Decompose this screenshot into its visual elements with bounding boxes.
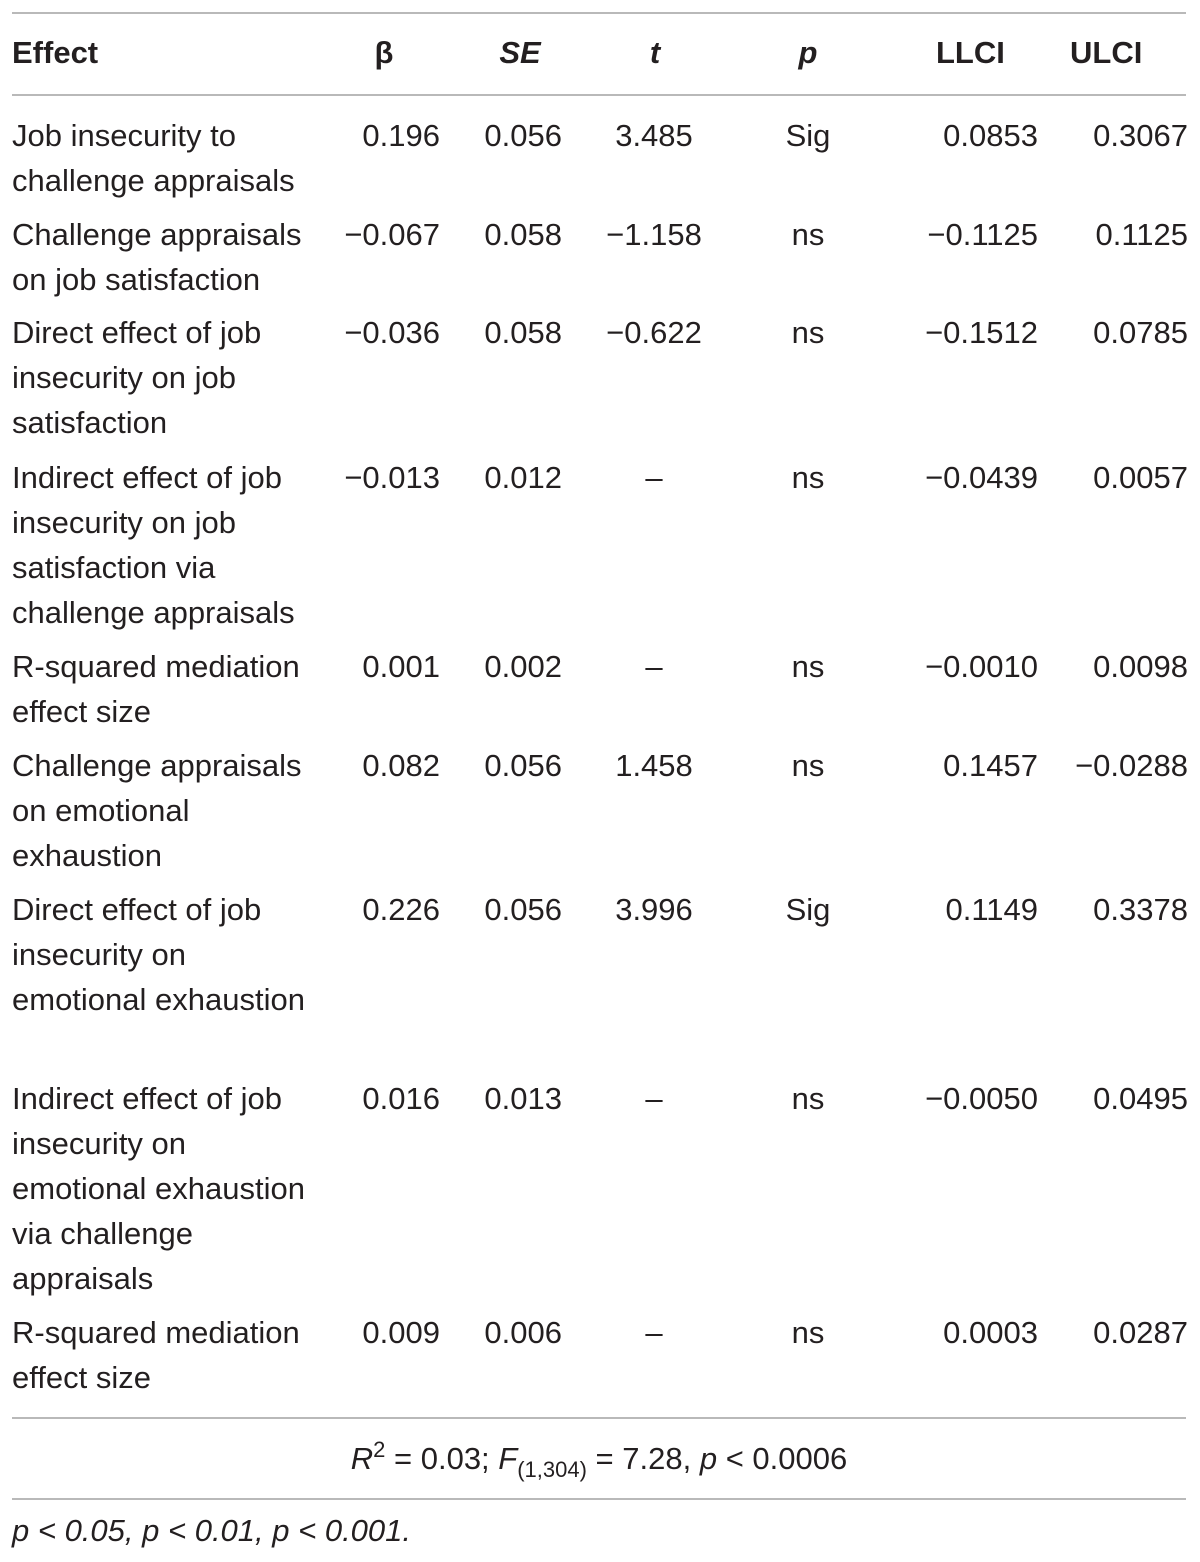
cell-p: Sig [785,118,831,153]
cell-effect: Challenge appraisals on job satisfaction [12,217,302,297]
cell-ulci: 0.3378 [1093,892,1188,927]
cell-effect: R-squared mediation effect size [12,1315,300,1395]
summary-r-value: = 0.03; [385,1441,499,1476]
cell-llci: −0.1512 [925,315,1038,350]
cell-beta: 0.226 [362,892,440,927]
cell-llci: 0.0003 [943,1315,1038,1350]
cell-beta: −0.067 [344,217,440,252]
cell-t: – [645,1315,663,1350]
cell-t: −1.158 [606,217,702,252]
cell-ulci: 0.1125 [1095,217,1188,252]
cell-t: 3.485 [615,118,693,153]
header-beta: β [374,35,394,70]
cell-ulci: 0.0057 [1093,460,1188,495]
cell-beta: 0.082 [362,748,440,783]
cell-beta: 0.001 [362,649,440,684]
table-bottom-rule [12,1417,1186,1419]
header-se: SE [499,35,541,70]
cell-beta: −0.036 [344,315,440,350]
cell-ulci: 0.3067 [1093,118,1188,153]
cell-beta: 0.196 [362,118,440,153]
cell-se: 0.012 [484,460,562,495]
summary-f-symbol: F [498,1441,518,1476]
cell-p: ns [791,460,825,495]
cell-effect: Direct effect of job insecurity on job satisfaction [12,315,262,440]
cell-ulci: 0.0495 [1093,1081,1188,1116]
cell-llci: −0.0439 [925,460,1038,495]
cell-ulci: −0.0288 [1075,748,1188,783]
cell-p: ns [791,1315,825,1350]
cell-p: ns [791,1081,825,1116]
cell-t: – [645,460,663,495]
cell-effect: R-squared mediation effect size [12,649,300,729]
footnote-rule [12,1498,1186,1500]
cell-se: 0.056 [484,892,562,927]
summary-r-exponent: 2 [373,1437,386,1462]
cell-se: 0.056 [484,118,562,153]
cell-effect: Job insecurity to challenge appraisals [12,118,295,198]
cell-ulci: 0.0785 [1093,315,1188,350]
cell-t: 1.458 [615,748,693,783]
cell-t: 3.996 [615,892,693,927]
cell-se: 0.006 [484,1315,562,1350]
cell-beta: −0.013 [344,460,440,495]
cell-llci: 0.0853 [943,118,1038,153]
header-effect: Effect [12,35,99,70]
cell-p: ns [791,748,825,783]
summary-f-subscript: (1,304) [517,1457,587,1482]
cell-se: 0.056 [484,748,562,783]
cell-beta: 0.016 [362,1081,440,1116]
cell-llci: −0.0010 [925,649,1038,684]
cell-se: 0.058 [484,217,562,252]
table-top-rule [12,12,1186,14]
cell-p: ns [791,649,825,684]
cell-llci: −0.0050 [925,1081,1038,1116]
cell-effect: Challenge appraisals on emotional exhaustion [12,748,302,873]
header-t: t [649,35,661,70]
cell-effect: Direct effect of job insecurity on emotional exhaustion [12,892,305,1017]
cell-beta: 0.009 [362,1315,440,1350]
summary-p-symbol: p [699,1441,718,1476]
cell-llci: 0.1149 [945,892,1038,927]
cell-p: Sig [785,892,831,927]
summary-p-value: < 0.0006 [717,1441,848,1476]
header-bottom-rule [12,94,1186,96]
cell-t: – [645,649,663,684]
cell-ulci: 0.0287 [1093,1315,1188,1350]
model-summary [12,1436,1186,1481]
header-p: p [798,35,818,70]
cell-llci: 0.1457 [943,748,1038,783]
cell-p: ns [791,315,825,350]
cell-ulci: 0.0098 [1093,649,1188,684]
cell-t: −0.622 [606,315,702,350]
header-ulci: ULCI [1070,35,1143,70]
summary-f-value: = 7.28, [586,1441,700,1476]
header-llci: LLCI [936,35,1005,70]
cell-t: – [645,1081,663,1116]
cell-se: 0.058 [484,315,562,350]
cell-se: 0.013 [484,1081,562,1116]
table-footnote: p < 0.05, p < 0.01, p < 0.001. [12,1513,412,1548]
cell-effect: Indirect effect of job insecurity on job satisfaction via challenge appraisals [12,460,295,630]
cell-llci: −0.1125 [927,217,1038,252]
summary-r-symbol: R [350,1441,374,1476]
cell-effect: Indirect effect of job insecurity on emotional exhaustion via challenge appraisals [12,1081,305,1296]
cell-se: 0.002 [484,649,562,684]
cell-p: ns [791,217,825,252]
